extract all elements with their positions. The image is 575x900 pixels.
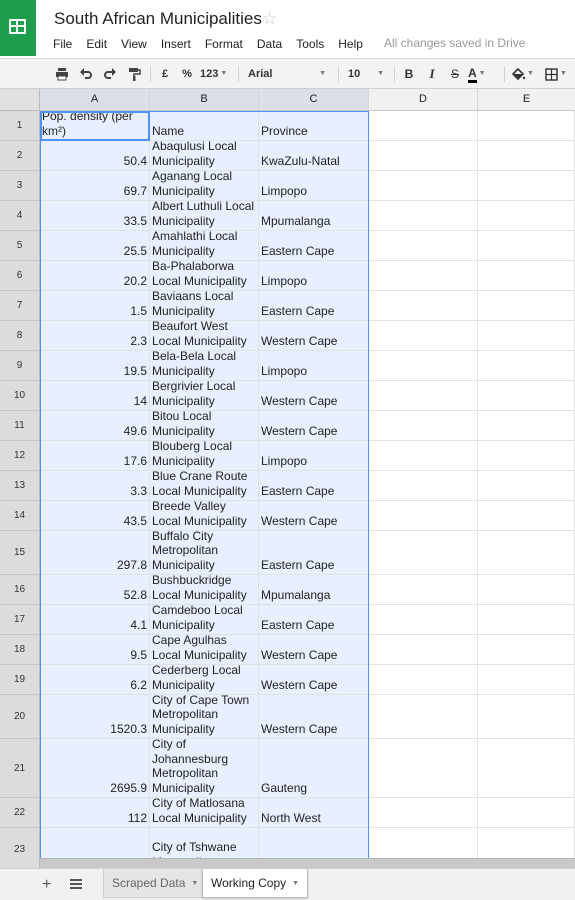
cell-d5[interactable] xyxy=(369,231,478,261)
cell-value: 9.5 xyxy=(130,648,147,663)
table-row xyxy=(0,736,575,798)
cell-c6[interactable] xyxy=(259,261,369,291)
cell-e1[interactable] xyxy=(478,111,575,141)
percent-format-button[interactable]: % xyxy=(182,68,192,80)
cell-a12[interactable] xyxy=(40,441,150,471)
cell-c9[interactable] xyxy=(259,351,369,381)
cell-e12[interactable] xyxy=(478,441,575,471)
cell-value: Western Cape xyxy=(261,648,338,663)
cell-value: Blouberg Local Municipality xyxy=(152,439,233,469)
cell-b7[interactable] xyxy=(150,291,259,321)
cell-e16[interactable] xyxy=(478,575,575,605)
cell-c13[interactable] xyxy=(259,471,369,501)
row-header[interactable]: 18 xyxy=(0,635,40,665)
row-header[interactable]: 19 xyxy=(0,665,40,695)
toolbar xyxy=(0,58,575,89)
cell-value: Gauteng xyxy=(261,781,308,796)
cell-value: Bushbuckridge Local Municipality xyxy=(152,573,247,603)
table-row xyxy=(0,605,575,635)
cell-e7[interactable] xyxy=(478,291,575,321)
cell-b2[interactable] xyxy=(150,141,259,171)
cell-d16[interactable] xyxy=(369,575,478,605)
cell-b9[interactable] xyxy=(150,351,259,381)
cell-value: Limpopo xyxy=(261,184,308,199)
print-icon[interactable] xyxy=(53,64,71,84)
cell-e17[interactable] xyxy=(478,605,575,635)
cell-value: Western Cape xyxy=(261,514,338,529)
cell-b8[interactable] xyxy=(150,321,259,351)
cell-a9[interactable] xyxy=(40,351,150,381)
cell-value: Cederberg Local Municipality xyxy=(152,663,241,693)
cell-value: 14 xyxy=(133,394,147,409)
cell-value: Bergrivier Local Municipality xyxy=(152,379,236,409)
cell-value: 69.7 xyxy=(123,184,147,199)
table-row xyxy=(0,171,575,201)
row-header[interactable]: 3 xyxy=(0,171,40,201)
cell-e21[interactable] xyxy=(478,739,575,798)
cell-value: Province xyxy=(261,124,308,139)
cell-d18[interactable] xyxy=(369,635,478,665)
cell-value: North West xyxy=(261,811,321,826)
cell-value: Eastern Cape xyxy=(261,484,335,499)
cell-value: City of Matlosana Local Municipality xyxy=(152,796,247,826)
cell-a21[interactable] xyxy=(40,739,150,798)
column-header-b[interactable]: B xyxy=(150,89,259,110)
borders-icon xyxy=(545,68,558,81)
cell-e22[interactable] xyxy=(478,798,575,828)
cell-d8[interactable] xyxy=(369,321,478,351)
cell-value: 20.2 xyxy=(123,274,147,289)
cell-a3[interactable] xyxy=(40,171,150,201)
cell-a16[interactable] xyxy=(40,575,150,605)
cell-d10[interactable] xyxy=(369,381,478,411)
row-header[interactable]: 5 xyxy=(0,231,40,261)
row-header[interactable]: 12 xyxy=(0,441,40,471)
cell-a5[interactable] xyxy=(40,231,150,261)
cell-a2[interactable] xyxy=(40,141,150,171)
cell-d13[interactable] xyxy=(369,471,478,501)
cell-value: 4.1 xyxy=(130,618,147,633)
fill-color-dropdown[interactable]: ▼ xyxy=(511,64,537,84)
table-row xyxy=(0,501,575,531)
number-format-dropdown[interactable]: 123 ▼ xyxy=(200,68,228,80)
cell-value: 2695.9 xyxy=(110,781,147,796)
cell-d6[interactable] xyxy=(369,261,478,291)
table-row xyxy=(0,441,575,471)
cell-e14[interactable] xyxy=(478,501,575,531)
sheet-tab-bar xyxy=(0,868,575,900)
cell-value: Breede Valley Local Municipality xyxy=(152,499,247,529)
cell-c21[interactable] xyxy=(259,739,369,798)
cell-value: Limpopo xyxy=(261,454,308,469)
row-header[interactable]: 1 xyxy=(0,111,40,141)
cell-b18[interactable] xyxy=(150,635,259,665)
paint-format-icon[interactable] xyxy=(125,64,143,84)
cell-d19[interactable] xyxy=(369,665,478,695)
bold-button[interactable]: B xyxy=(404,67,414,81)
menu-bar xyxy=(46,36,370,52)
add-sheet-icon[interactable]: + xyxy=(42,876,52,893)
cell-b10[interactable] xyxy=(150,381,259,411)
table-row xyxy=(0,798,575,828)
row-header[interactable]: 6 xyxy=(0,261,40,291)
cell-d20[interactable] xyxy=(369,695,478,739)
cell-b21[interactable] xyxy=(150,736,259,798)
cell-c11[interactable] xyxy=(259,411,369,441)
cell-c2[interactable] xyxy=(259,141,369,171)
row-header[interactable]: 10 xyxy=(0,381,40,411)
cell-value: 50.4 xyxy=(123,154,147,169)
table-row xyxy=(0,692,575,739)
row-header[interactable]: 13 xyxy=(0,471,40,501)
cell-value: 43.5 xyxy=(123,514,147,529)
cell-b22[interactable] xyxy=(150,798,259,828)
cell-value: Albert Luthuli Local Municipality xyxy=(152,199,255,229)
cell-value: Limpopo xyxy=(261,364,308,379)
column-header-e[interactable]: E xyxy=(522,93,531,105)
row-header[interactable]: 9 xyxy=(0,351,40,381)
cell-value: Baviaans Local Municipality xyxy=(152,289,234,319)
cell-e15[interactable] xyxy=(478,531,575,575)
cell-d22[interactable] xyxy=(369,798,478,828)
menu-data[interactable]: Data xyxy=(256,37,283,51)
row-header[interactable]: 17 xyxy=(0,605,40,635)
cell-b5[interactable] xyxy=(150,231,259,261)
cell-value: 19.5 xyxy=(123,364,147,379)
table-row xyxy=(0,635,575,665)
cell-e5[interactable] xyxy=(478,231,575,261)
cell-d15[interactable] xyxy=(369,531,478,575)
horizontal-scrollbar[interactable] xyxy=(40,858,575,868)
cell-b13[interactable] xyxy=(150,471,259,501)
app-header xyxy=(0,0,575,58)
cell-e19[interactable] xyxy=(478,665,575,695)
cell-a17[interactable] xyxy=(40,605,150,635)
cell-c17[interactable] xyxy=(259,605,369,635)
paint-bucket-icon xyxy=(511,67,525,81)
table-row xyxy=(0,291,575,321)
cell-b14[interactable] xyxy=(150,501,259,531)
menu-insert[interactable]: Insert xyxy=(160,37,191,51)
all-sheets-list-icon[interactable] xyxy=(70,879,82,889)
table-row xyxy=(0,575,575,605)
cell-value: Camdeboo Local Municipality xyxy=(152,603,243,633)
cell-d3[interactable] xyxy=(369,171,478,201)
table-row xyxy=(0,351,575,381)
cell-d21[interactable] xyxy=(369,739,478,798)
cell-value: Eastern Cape xyxy=(261,618,335,633)
currency-format-button[interactable]: £ xyxy=(161,68,169,80)
row-header[interactable]: 20 xyxy=(0,695,40,739)
cell-value: Name xyxy=(152,124,185,139)
row-header[interactable]: 15 xyxy=(0,531,40,575)
cell-value: Aganang Local Municipality xyxy=(152,169,233,199)
strikethrough-button[interactable]: S xyxy=(450,67,459,81)
table-row xyxy=(0,111,575,141)
cell-value: Mpumalanga xyxy=(261,214,331,229)
cell-value: Cape Agulhas Local Municipality xyxy=(152,633,247,663)
cell-c8[interactable] xyxy=(259,321,369,351)
undo-icon[interactable] xyxy=(77,64,95,84)
menu-format[interactable]: Format xyxy=(204,37,243,51)
cell-e3[interactable] xyxy=(478,171,575,201)
cell-value: Bela-Bela Local Municipality xyxy=(152,349,237,379)
cell-value: Eastern Cape xyxy=(261,304,335,319)
cell-value: Mpumalanga xyxy=(261,588,331,603)
table-row xyxy=(0,381,575,411)
cell-a22[interactable] xyxy=(40,798,150,828)
cell-a13[interactable] xyxy=(40,471,150,501)
cell-a6[interactable] xyxy=(40,261,150,291)
text-color-icon: A xyxy=(468,66,477,83)
cell-value: Abaqulusi Local Municipality xyxy=(152,139,237,169)
cell-b6[interactable] xyxy=(150,261,259,291)
sheets-logo-icon[interactable] xyxy=(0,0,36,56)
cell-b15[interactable] xyxy=(150,528,259,575)
font-size-dropdown[interactable]: 10 ▼ xyxy=(348,68,384,80)
cell-value: 297.8 xyxy=(116,558,147,573)
table-row xyxy=(0,261,575,291)
cell-a11[interactable] xyxy=(40,411,150,441)
cell-a18[interactable] xyxy=(40,635,150,665)
cell-value: Limpopo xyxy=(261,274,308,289)
cell-d9[interactable] xyxy=(369,351,478,381)
cell-value: 49.6 xyxy=(123,424,147,439)
cell-b19[interactable] xyxy=(150,665,259,695)
cell-a14[interactable] xyxy=(40,501,150,531)
cell-value: 52.8 xyxy=(123,588,147,603)
cell-a19[interactable] xyxy=(40,665,150,695)
cell-e20[interactable] xyxy=(478,695,575,739)
table-row xyxy=(0,665,575,695)
menu-edit[interactable]: Edit xyxy=(86,37,108,51)
menu-tools[interactable]: Tools xyxy=(296,37,325,51)
row-header[interactable]: 7 xyxy=(0,291,40,321)
cell-b20[interactable] xyxy=(150,692,259,739)
cell-value: Buffalo City Metropolitan Municipality xyxy=(152,528,219,573)
cell-a20[interactable] xyxy=(40,695,150,739)
cell-e9[interactable] xyxy=(478,351,575,381)
cell-e6[interactable] xyxy=(478,261,575,291)
row-header[interactable]: 2 xyxy=(0,141,40,171)
cell-value: Eastern Cape xyxy=(261,558,335,573)
sheet-tab-working-copy[interactable]: Working Copy ▼ xyxy=(202,869,308,898)
cell-value: 17.6 xyxy=(123,454,147,469)
text-color-dropdown[interactable]: A ▼ xyxy=(468,64,498,84)
cell-value: 6.2 xyxy=(130,678,147,693)
row-header[interactable]: 21 xyxy=(0,739,40,798)
menu-view[interactable]: View xyxy=(121,37,147,51)
cell-e18[interactable] xyxy=(478,635,575,665)
cell-a15[interactable] xyxy=(40,531,150,575)
cell-value: 1520.3 xyxy=(110,722,147,737)
table-row xyxy=(0,231,575,261)
cell-value: 2.3 xyxy=(130,334,147,349)
table-row xyxy=(0,141,575,171)
star-icon[interactable]: ☆ xyxy=(262,9,278,28)
cell-d12[interactable] xyxy=(369,441,478,471)
cell-b12[interactable] xyxy=(150,441,259,471)
cell-a4[interactable] xyxy=(40,201,150,231)
font-family-dropdown[interactable]: Arial ▼ xyxy=(248,68,326,80)
menu-file[interactable]: File xyxy=(53,37,73,51)
cell-c1[interactable] xyxy=(259,111,369,141)
cell-value: Beaufort West Local Municipality xyxy=(152,319,247,349)
cell-a10[interactable] xyxy=(40,381,150,411)
column-header-bar xyxy=(40,89,575,111)
cell-value: Western Cape xyxy=(261,424,338,439)
cell-value: City of Tshwane xyxy=(152,840,237,855)
cell-e13[interactable] xyxy=(478,471,575,501)
cell-c19[interactable] xyxy=(259,665,369,695)
cell-value: 3.3 xyxy=(130,484,147,499)
column-header-d[interactable]: D xyxy=(369,89,478,110)
cell-value: Western Cape xyxy=(261,678,338,693)
cell-d2[interactable] xyxy=(369,141,478,171)
cell-d11[interactable] xyxy=(369,411,478,441)
table-row xyxy=(0,528,575,575)
cell-c18[interactable] xyxy=(259,635,369,665)
cell-d7[interactable] xyxy=(369,291,478,321)
cell-c15[interactable] xyxy=(259,531,369,575)
cell-c12[interactable] xyxy=(259,441,369,471)
cell-value: 25.5 xyxy=(123,244,147,259)
table-row xyxy=(0,201,575,231)
column-header-c[interactable]: C xyxy=(259,89,369,110)
cell-b1[interactable] xyxy=(150,111,259,141)
cell-value: Pop. density (per km²) xyxy=(42,109,133,139)
cell-c16[interactable] xyxy=(259,575,369,605)
cell-c7[interactable] xyxy=(259,291,369,321)
cell-a8[interactable] xyxy=(40,321,150,351)
spreadsheet-grid xyxy=(0,111,575,858)
table-row xyxy=(0,411,575,441)
italic-button[interactable]: I xyxy=(429,66,435,81)
cell-value: Blue Crane Route Local Municipality xyxy=(152,469,248,499)
cell-a7[interactable] xyxy=(40,291,150,321)
cell-e4[interactable] xyxy=(478,201,575,231)
cell-b11[interactable] xyxy=(150,411,259,441)
cell-value: Western Cape xyxy=(261,334,338,349)
cell-b16[interactable] xyxy=(150,575,259,605)
save-status: All changes saved in Drive xyxy=(384,36,526,50)
cell-d1[interactable] xyxy=(369,111,478,141)
cell-e11[interactable] xyxy=(478,411,575,441)
row-header[interactable]: 14 xyxy=(0,501,40,531)
cell-c4[interactable] xyxy=(259,201,369,231)
cell-d4[interactable] xyxy=(369,201,478,231)
cell-e2[interactable] xyxy=(478,141,575,171)
cell-value: KwaZulu-Natal xyxy=(261,154,340,169)
cell-value: City of Johannesburg Metropolitan Municipality xyxy=(152,736,229,796)
cell-value: Bitou Local Municipality xyxy=(152,409,215,439)
document-title[interactable]: South African Municipalities xyxy=(54,9,262,28)
cell-c5[interactable] xyxy=(259,231,369,261)
cell-e10[interactable] xyxy=(478,381,575,411)
select-all-corner[interactable] xyxy=(0,89,40,111)
row-header[interactable]: 4 xyxy=(0,201,40,231)
cell-c10[interactable] xyxy=(259,381,369,411)
cell-b4[interactable] xyxy=(150,201,259,231)
cell-d17[interactable] xyxy=(369,605,478,635)
cell-c22[interactable] xyxy=(259,798,369,828)
table-row xyxy=(0,321,575,351)
cell-value: 112 xyxy=(127,811,147,826)
row-header[interactable]: 23 xyxy=(0,828,40,872)
menu-help[interactable]: Help xyxy=(338,37,363,51)
cell-a1[interactable] xyxy=(40,111,150,141)
borders-dropdown[interactable]: ▼ xyxy=(545,64,573,84)
table-row xyxy=(0,471,575,501)
cell-value: Ba-Phalaborwa Local Municipality xyxy=(152,259,247,289)
cell-c14[interactable] xyxy=(259,501,369,531)
cell-d14[interactable] xyxy=(369,501,478,531)
cell-c3[interactable] xyxy=(259,171,369,201)
row-header[interactable]: 22 xyxy=(0,798,40,828)
cell-c20[interactable] xyxy=(259,695,369,739)
row-header[interactable]: 8 xyxy=(0,321,40,351)
cell-value: City of Cape Town Metropolitan Municipality xyxy=(152,692,250,737)
sheet-tab-scraped-data[interactable]: Scraped Data ▼ xyxy=(103,869,207,898)
cell-value: Western Cape xyxy=(261,722,338,737)
redo-icon[interactable] xyxy=(101,64,119,84)
cell-value: 1.5 xyxy=(130,304,147,319)
cell-value: Amahlathi Local Municipality xyxy=(152,229,238,259)
cell-b3[interactable] xyxy=(150,171,259,201)
row-header[interactable]: 11 xyxy=(0,411,40,441)
row-header[interactable]: 16 xyxy=(0,575,40,605)
column-header-a[interactable]: A xyxy=(40,89,150,110)
cell-value: Western Cape xyxy=(261,394,338,409)
cell-b17[interactable] xyxy=(150,605,259,635)
cell-value: Eastern Cape xyxy=(261,244,335,259)
cell-e8[interactable] xyxy=(478,321,575,351)
cell-value: 33.5 xyxy=(123,214,147,229)
